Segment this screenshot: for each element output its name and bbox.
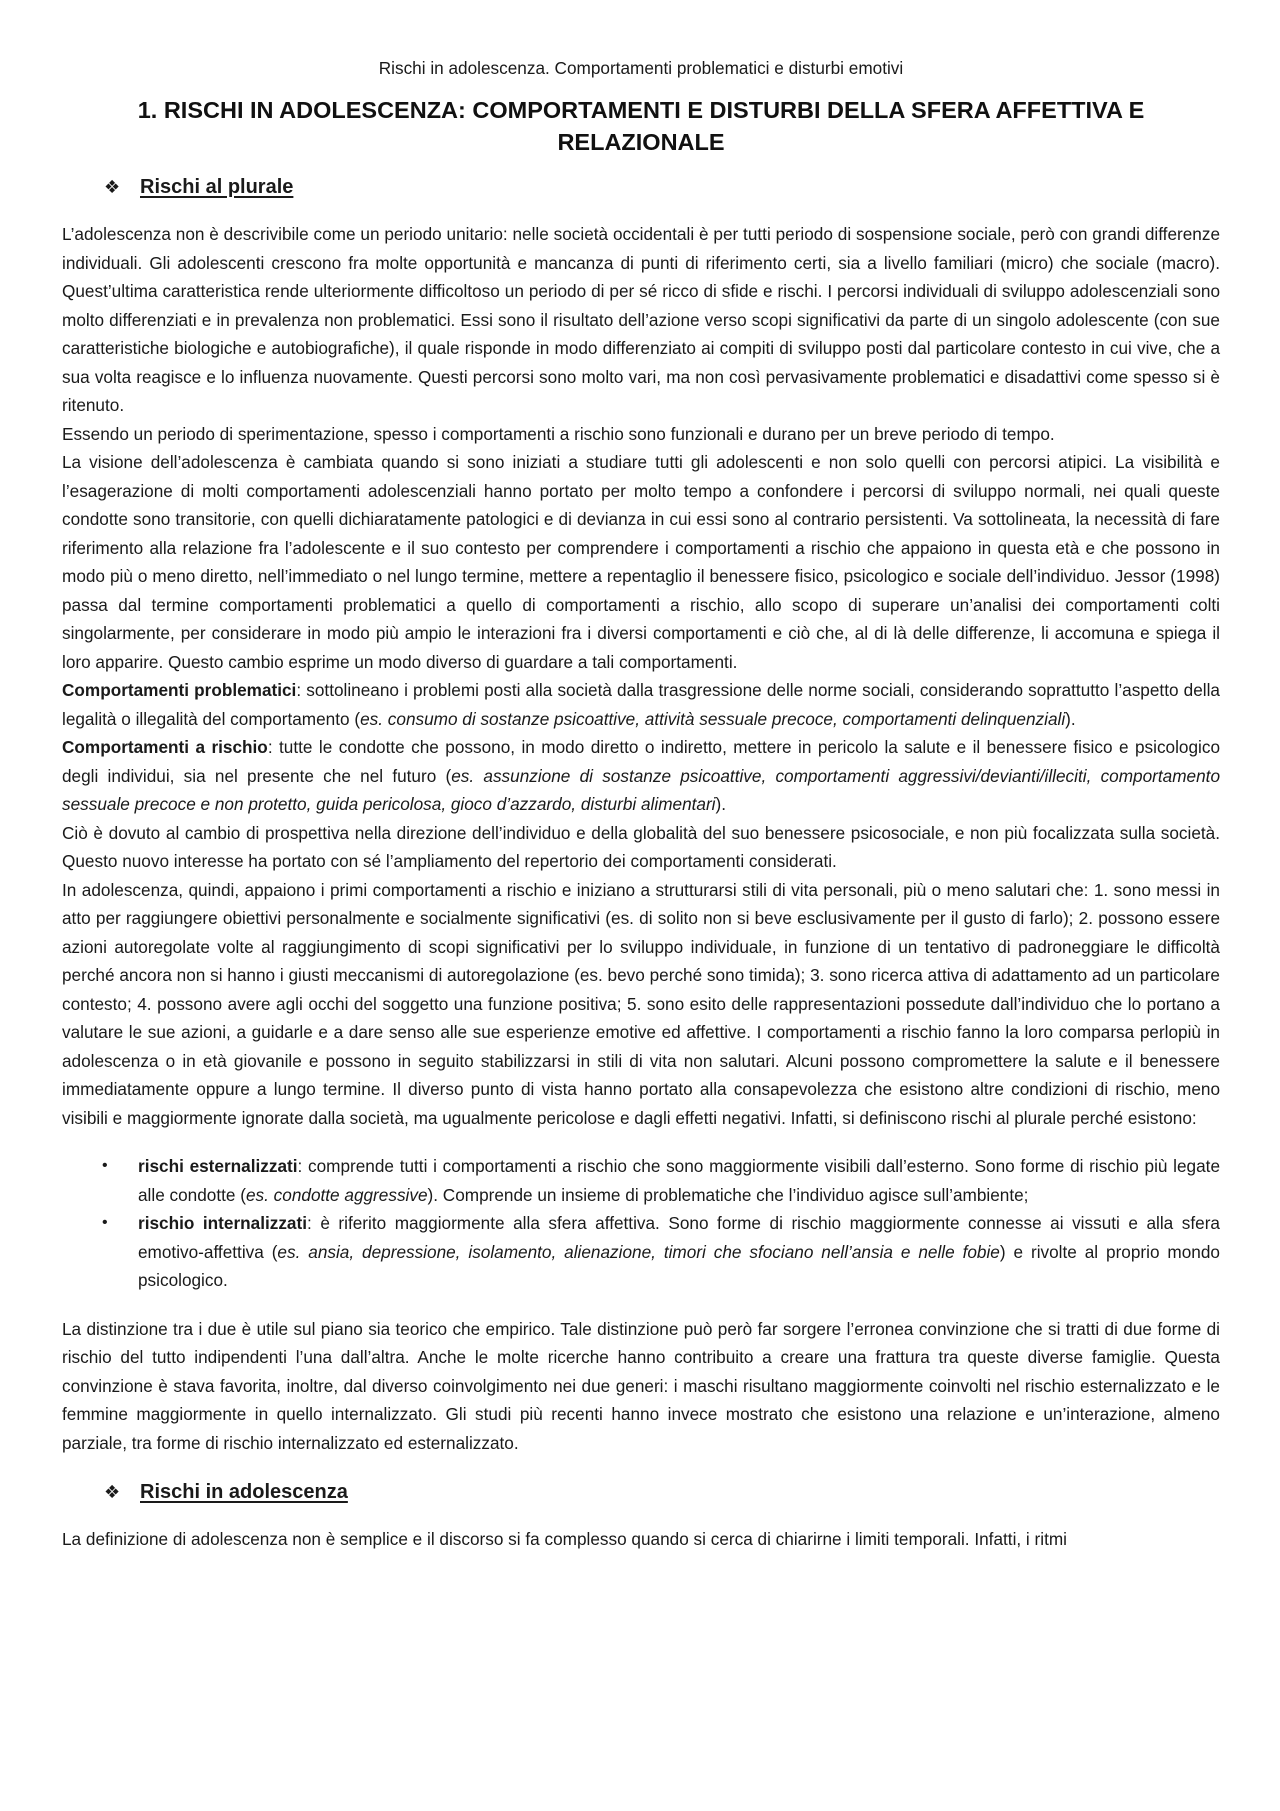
- definition-term: Comportamenti problematici: [62, 680, 297, 700]
- definition-problematici: Comportamenti problematici: sottolineano i problemi posti alla società dalla trasgressione delle norme sociali, considerando soprattutto l’aspetto della legalità o illegalità del comportamento (es. consumo di sostanze psicoattive, attività sessuale precoce, comportamenti delinquenziali).: [62, 680, 1220, 729]
- chapter-title: 1. RISCHI IN ADOLESCENZA: COMPORTAMENTI E DISTURBI DELLA SFERA AFFETTIVA E RELAZIONALE: [137, 97, 1145, 155]
- paragraph: In adolescenza, quindi, appaiono i primi comportamenti a rischio e iniziano a strutturarsi stili di vita personali, più o meno salutari che: 1. sono messi in atto per raggiungere obiettivi personalmente e socialmente significativi (es. di solito non si beve esclusivamente per il gusto di farlo); 2. possono essere azioni autoregolate volte al raggiungimento di scopi significativi per lo sviluppo individuale, in funzione di un tentativo di padroneggiare le difficoltà perché ancora non si hanno i giusti meccanismi di autoregolazione (es. bevo perché sono timida); 3. sono ricerca attiva di adattamento ad un particolare contesto; 4. possono avere agli occhi del soggetto una funzione positiva; 5. sono esito delle rappresentazioni possedute dall’individuo che lo portano a valutare le sue azioni, a guidarle e a dare senso alle sue esperienze emotive ed affettive. I comportamenti a rischio fanno la loro comparsa perlopiù in adolescenza o in età giovanile e possono in seguito stabilizzarsi in stili di vita non salutari. Alcuni possono compromettere la salute e il benessere immediatamente oppure a lungo termine. Il diverso punto di vista hanno portato alla consapevolezza che esistono altre condizioni di rischio, meno visibili e maggiormente ignorate dalla società, ma ugualmente pericolose e dagli effetti negativi. Infatti, si definiscono rischi al plurale perché esistono:: [62, 879, 1220, 1128]
- paragraph: La visione dell’adolescenza è cambiata quando si sono iniziati a studiare tutti gli adolescenti e non solo quelli con percorsi atipici. La visibilità e l’esagerazione di molti comportamenti adolescenziali hanno portato per molto tempo a confondere i percorsi di sviluppo normali, nei quali queste condotte sono transitorie, con quelli dichiaratamente patologici e di devianza in cui essi sono al contrario persistenti. Va sottolineata, la necessità di fare riferimento alla relazione fra l’adolescente e il suo contesto per comprendere i comportamenti a rischio che appaiono in questa età e che possono in modo più o meno diretto, nell’immediato o nel lungo termine, mettere a repentaglio il benessere fisico, psicologico e sociale dell’individuo. Jessor (1998) passa dal termine comportamenti problematici a quello di comportamenti a rischio, allo scopo di superare un’analisi dei comportamenti colti singolarmente, per considerare in modo più ampio le interazioni fra i diversi comportamenti e ciò che, al di là delle differenze, li accomuna e spiega il loro apparire. Questo cambio esprime un modo diverso di guardare a tali comportamenti.: [62, 452, 1220, 672]
- bullet-icon: •: [102, 1157, 108, 1174]
- section-heading-rischi-al-plurale: [104, 172, 1220, 202]
- section-heading-label: Rischi in adolescenza: [140, 1481, 348, 1503]
- diamond-bullet-icon: ❖: [104, 1482, 121, 1502]
- definition-rischio: Comportamenti a rischio: tutte le condotte che possono, in modo diretto o indiretto, mettere in pericolo la salute e il benessere fisico e psicologico degli individui, sia nel presente che nel futuro (es. assunzione di sostanze psicoattive, comportamenti aggressivi/devianti/illeciti, comportamento sessuale precoce e non protetto, guida pericolosa, gioco d’azzardo, disturbi alimentari).: [62, 737, 1220, 814]
- paragraph: Essendo un periodo di sperimentazione, spesso i comportamenti a rischio sono funzionali e durano per un breve periodo di tempo.: [62, 423, 1055, 444]
- bullet-icon: •: [102, 1214, 108, 1231]
- list-item: • rischi esternalizzati: comprende tutti i comportamenti a rischio che sono maggiormente visibili dall’esterno. Sono forme di rischio più legate alle condotte (es. condotte aggressive). Comprende un insieme di problematiche che l’individuo agisce sull’ambiente;: [62, 1152, 1220, 1209]
- section-heading-rischi-in-adolescenza: [104, 1477, 1220, 1507]
- definition-example: es. consumo di sostanze psicoattive, attività sessuale precoce, comportamenti delinquenziali: [360, 708, 1066, 729]
- paragraph: Ciò è dovuto al cambio di prospettiva nella direzione dell’individuo e della globalità del suo benessere psicosociale, e non più focalizzata sulla società. Questo nuovo interesse ha portato con sé l’ampliamento del repertorio dei comportamenti considerati.: [62, 822, 1220, 871]
- diamond-bullet-icon: ❖: [104, 177, 121, 197]
- risk-types-list: [62, 1152, 1220, 1295]
- paragraph: La definizione di adolescenza non è semplice e il discorso si fa complesso quando si cerca di chiarirne i limiti temporali. Infatti, i ritmi: [62, 1529, 1067, 1549]
- definition-example: es. assunzione di sostanze psicoattive, comportamenti aggressivi/devianti/illeciti, comportamento sessuale precoce e non protetto, guida pericolosa, gioco d’azzardo, disturbi alimentari: [62, 765, 1220, 814]
- list-term: rischio internalizzati: [138, 1213, 307, 1233]
- paragraph: La distinzione tra i due è utile sul piano sia teorico che empirico. Tale distinzione può però far sorgere l’erronea convinzione che si tratti di due forme di rischio del tutto indipendenti l’una dall’altra. Anche le molte ricerche hanno contribuito a creare una frattura tra queste diverse famiglie. Questa convinzione è stava favorita, inoltre, dal diverso coinvolgimento nei due generi: i maschi risultano maggiormente coinvolti nel rischio esternalizzato e le femmine maggiormente in quello internalizzato. Gli studi più recenti hanno invece mostrato che esistono una relazione e un’interazione, almeno parziale, tra forme di rischio internalizzato ed esternalizzato.: [62, 1318, 1220, 1453]
- definition-term: Comportamenti a rischio: [62, 737, 268, 757]
- list-item: • rischio internalizzati: è riferito maggiormente alla sfera affettiva. Sono forme di rischio maggiormente connesse ai vissuti e alla sfera emotivo-affettiva (es. ansia, depressione, isolamento, alienazione, timori che sfociano nell’ansia e nelle fobie) e rivolte al proprio mondo psicologico.: [62, 1209, 1220, 1295]
- paragraph: L’adolescenza non è descrivibile come un periodo unitario: nelle società occidentali è per tutti periodo di sospensione sociale, però con grandi differenze individuali. Gli adolescenti crescono fra molte opportunità e mancanza di punti di riferimento certi, sia a livello familiari (micro) che sociale (macro). Quest’ultima caratteristica rende ulteriormente difficoltoso un periodo di per sé ricco di sfide e rischi. I percorsi individuali di sviluppo adolescenziali sono molto differenziati e in prevalenza non problematici. Essi sono il risultato dell’azione verso scopi significativi da parte di un singolo adolescente (con sue caratteristiche biologiche e autobiografiche), il quale risponde in modo differenziato ai compiti di sviluppo posti dal particolare contesto in cui vive, che a sua volta reagisce e lo influenza nuovamente. Questi percorsi sono molto vari, ma non così pervasivamente problematici e disadattivi come spesso si è ritenuto.: [62, 224, 1220, 415]
- list-example: es. condotte aggressive: [245, 1184, 428, 1205]
- section-heading-label: Rischi al plurale: [140, 176, 294, 198]
- list-term: rischi esternalizzati: [138, 1156, 298, 1176]
- running-head: Rischi in adolescenza. Comportamenti problematici e disturbi emotivi: [378, 58, 904, 78]
- list-example: es. ansia, depressione, isolamento, alienazione, timori che sfociano nell’ansia e nelle fobie: [277, 1241, 1000, 1262]
